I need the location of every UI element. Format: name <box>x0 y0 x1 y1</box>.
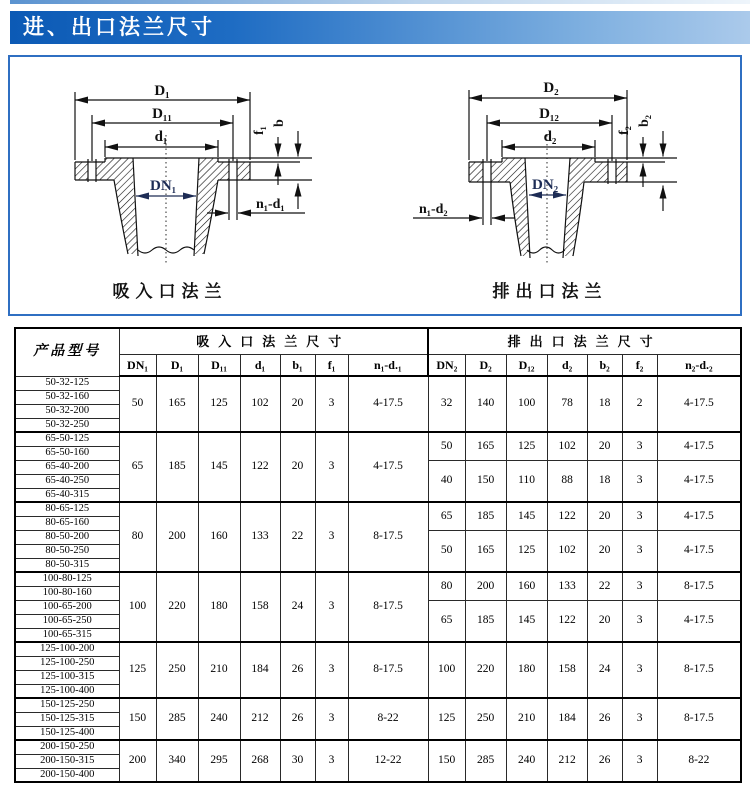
label-n1-d2: n₁-d₂ <box>419 202 448 217</box>
suction-caption: 吸入口法兰 <box>112 282 228 301</box>
cell-model: 80-65-160 <box>15 516 119 530</box>
cell-suction: 3 <box>315 698 348 740</box>
label-DN1: DN₁ <box>150 178 177 194</box>
label-f1: f₁ <box>252 126 267 135</box>
cell-discharge: 3 <box>622 432 657 460</box>
col-header: D₁ <box>156 354 198 376</box>
label-n1-d1: n₁-d₁ <box>256 197 285 212</box>
cell-suction: 250 <box>156 642 198 698</box>
col-header: b₂ <box>587 354 622 376</box>
cell-suction: 65 <box>119 432 156 502</box>
cell-model: 150-125-315 <box>15 712 119 726</box>
cell-discharge: 220 <box>465 642 506 698</box>
col-header: D₂ <box>465 354 506 376</box>
cell-model: 100-80-160 <box>15 586 119 600</box>
table-row <box>15 740 741 754</box>
cell-suction: 8-17.5 <box>348 642 428 698</box>
cell-discharge: 8-17.5 <box>657 642 741 698</box>
cell-model: 80-50-315 <box>15 558 119 572</box>
product-model-header: 产品型号 <box>15 328 119 376</box>
cell-model: 150-125-250 <box>15 698 119 712</box>
col-header: DN₁ <box>119 354 156 376</box>
cell-discharge: 65 <box>428 502 465 530</box>
cell-discharge: 210 <box>506 698 547 740</box>
cell-model: 125-100-250 <box>15 656 119 670</box>
cell-suction: 100 <box>119 572 156 642</box>
cell-suction: 3 <box>315 432 348 502</box>
cell-model: 100-80-125 <box>15 572 119 586</box>
cell-discharge: 180 <box>506 642 547 698</box>
cell-discharge: 3 <box>622 502 657 530</box>
col-header: n₁-d.₁ <box>348 354 428 376</box>
label-D12: D₁₂ <box>539 106 559 122</box>
cell-suction: 145 <box>198 432 240 502</box>
cell-model: 125-100-200 <box>15 642 119 656</box>
cell-suction: 26 <box>280 642 315 698</box>
cell-suction: 12-22 <box>348 740 428 782</box>
cell-discharge: 122 <box>547 600 587 642</box>
cell-discharge: 285 <box>465 740 506 782</box>
cell-discharge: 4-17.5 <box>657 376 741 432</box>
cell-model: 65-40-200 <box>15 460 119 474</box>
cell-discharge: 4-17.5 <box>657 432 741 460</box>
cell-discharge: 4-17.5 <box>657 460 741 502</box>
cell-discharge: 145 <box>506 502 547 530</box>
cell-discharge: 4-17.5 <box>657 600 741 642</box>
table-row <box>15 432 741 446</box>
cell-suction: 180 <box>198 572 240 642</box>
cell-discharge: 140 <box>465 376 506 432</box>
cell-model: 100-65-200 <box>15 600 119 614</box>
label-f2: f₂ <box>617 126 632 135</box>
cell-suction: 24 <box>280 572 315 642</box>
cell-discharge: 165 <box>465 530 506 572</box>
cell-discharge: 100 <box>428 642 465 698</box>
cell-suction: 4-17.5 <box>348 432 428 502</box>
cell-suction: 30 <box>280 740 315 782</box>
cell-model: 200-150-250 <box>15 740 119 754</box>
cell-suction: 165 <box>156 376 198 432</box>
cell-model: 50-32-200 <box>15 404 119 418</box>
cell-suction: 26 <box>280 698 315 740</box>
cell-suction: 3 <box>315 502 348 572</box>
cell-discharge: 125 <box>506 432 547 460</box>
cell-discharge: 3 <box>622 698 657 740</box>
label-D2: D₂ <box>543 80 559 96</box>
cell-suction: 268 <box>240 740 280 782</box>
suction-flange-diagram <box>10 57 375 312</box>
cell-discharge: 32 <box>428 376 465 432</box>
cell-discharge: 3 <box>622 572 657 600</box>
cell-discharge: 102 <box>547 530 587 572</box>
cell-suction: 158 <box>240 572 280 642</box>
table-row <box>15 376 741 390</box>
cell-discharge: 100 <box>506 376 547 432</box>
cell-discharge: 133 <box>547 572 587 600</box>
table-row <box>15 572 741 586</box>
cell-suction: 340 <box>156 740 198 782</box>
col-header: b₁ <box>280 354 315 376</box>
suction-group-header: 吸入口法兰尺寸 <box>119 328 428 354</box>
cell-discharge: 4-17.5 <box>657 502 741 530</box>
cell-discharge: 3 <box>622 600 657 642</box>
flange-diagrams-panel <box>8 55 742 316</box>
cell-suction: 184 <box>240 642 280 698</box>
cell-discharge: 125 <box>428 698 465 740</box>
discharge-flange-diagram <box>375 57 740 312</box>
cell-suction: 8-17.5 <box>348 572 428 642</box>
cell-discharge: 160 <box>506 572 547 600</box>
cell-discharge: 8-17.5 <box>657 572 741 600</box>
cell-suction: 185 <box>156 432 198 502</box>
cell-discharge: 24 <box>587 642 622 698</box>
cell-discharge: 88 <box>547 460 587 502</box>
cell-discharge: 240 <box>506 740 547 782</box>
col-header: D₁₁ <box>198 354 240 376</box>
cell-suction: 102 <box>240 376 280 432</box>
cell-suction: 3 <box>315 376 348 432</box>
cell-suction: 212 <box>240 698 280 740</box>
cell-suction: 3 <box>315 572 348 642</box>
cell-suction: 220 <box>156 572 198 642</box>
col-header: f₁ <box>315 354 348 376</box>
cell-discharge: 80 <box>428 572 465 600</box>
table-row <box>15 698 741 712</box>
cell-suction: 125 <box>119 642 156 698</box>
cell-model: 125-100-400 <box>15 684 119 698</box>
cell-discharge: 20 <box>587 530 622 572</box>
cell-discharge: 150 <box>465 460 506 502</box>
cell-discharge: 212 <box>547 740 587 782</box>
cell-model: 100-65-250 <box>15 614 119 628</box>
cell-discharge: 102 <box>547 432 587 460</box>
cell-suction: 200 <box>156 502 198 572</box>
cell-suction: 22 <box>280 502 315 572</box>
cell-model: 125-100-315 <box>15 670 119 684</box>
cell-discharge: 122 <box>547 502 587 530</box>
cell-discharge: 184 <box>547 698 587 740</box>
label-D11: D₁₁ <box>152 106 172 122</box>
label-b2: b₂ <box>637 115 652 127</box>
cell-discharge: 3 <box>622 460 657 502</box>
discharge-group-header: 排出口法兰尺寸 <box>428 328 741 354</box>
col-header: D₁₂ <box>506 354 547 376</box>
cell-discharge: 165 <box>465 432 506 460</box>
cell-model: 65-40-250 <box>15 474 119 488</box>
cell-discharge: 18 <box>587 460 622 502</box>
cell-discharge: 18 <box>587 376 622 432</box>
page-title: 进、出口法兰尺寸 <box>10 11 750 44</box>
label-d2: d₂ <box>543 129 557 145</box>
cell-discharge: 200 <box>465 572 506 600</box>
cell-model: 80-50-250 <box>15 544 119 558</box>
cell-discharge: 26 <box>587 698 622 740</box>
cell-discharge: 20 <box>587 600 622 642</box>
cell-suction: 80 <box>119 502 156 572</box>
cell-discharge: 250 <box>465 698 506 740</box>
cell-suction: 20 <box>280 432 315 502</box>
cell-suction: 125 <box>198 376 240 432</box>
cell-discharge: 20 <box>587 432 622 460</box>
cell-model: 65-50-125 <box>15 432 119 446</box>
discharge-flange-section <box>469 158 627 258</box>
cell-suction: 150 <box>119 698 156 740</box>
col-header: d₁ <box>240 354 280 376</box>
cell-model: 100-65-315 <box>15 628 119 642</box>
cell-discharge: 158 <box>547 642 587 698</box>
cell-discharge: 3 <box>622 530 657 572</box>
cell-model: 150-125-400 <box>15 726 119 740</box>
cell-suction: 8-17.5 <box>348 502 428 572</box>
cell-model: 50-32-250 <box>15 418 119 432</box>
suction-flange-section <box>75 158 250 256</box>
cell-suction: 240 <box>198 698 240 740</box>
cell-suction: 3 <box>315 642 348 698</box>
cell-discharge: 110 <box>506 460 547 502</box>
table-row <box>15 642 741 656</box>
cell-model: 200-150-400 <box>15 768 119 782</box>
cell-discharge: 50 <box>428 530 465 572</box>
cell-suction: 285 <box>156 698 198 740</box>
cell-discharge: 2 <box>622 376 657 432</box>
cell-suction: 50 <box>119 376 156 432</box>
cell-model: 200-150-315 <box>15 754 119 768</box>
cell-model: 65-50-160 <box>15 446 119 460</box>
cell-suction: 210 <box>198 642 240 698</box>
table-group-header-row <box>15 328 741 354</box>
col-header: d₂ <box>547 354 587 376</box>
cell-discharge: 8-22 <box>657 740 741 782</box>
table-column-header-row <box>15 354 741 376</box>
label-DN2: DN₂ <box>532 177 559 193</box>
cell-discharge: 185 <box>465 600 506 642</box>
label-d1: d₁ <box>154 129 168 145</box>
cell-discharge: 4-17.5 <box>657 530 741 572</box>
cell-discharge: 78 <box>547 376 587 432</box>
cell-suction: 20 <box>280 376 315 432</box>
cell-discharge: 145 <box>506 600 547 642</box>
discharge-caption: 排出口法兰 <box>492 282 608 301</box>
cell-suction: 3 <box>315 740 348 782</box>
top-accent-strip <box>10 0 750 4</box>
cell-discharge: 185 <box>465 502 506 530</box>
col-header: f₂ <box>622 354 657 376</box>
cell-suction: 295 <box>198 740 240 782</box>
label-D1: D₁ <box>154 83 170 99</box>
cell-discharge: 50 <box>428 432 465 460</box>
cell-suction: 4-17.5 <box>348 376 428 432</box>
cell-discharge: 40 <box>428 460 465 502</box>
cell-model: 50-32-125 <box>15 376 119 390</box>
cell-discharge: 150 <box>428 740 465 782</box>
cell-model: 80-50-200 <box>15 530 119 544</box>
cell-model: 65-40-315 <box>15 488 119 502</box>
col-header: n₂-d.₂ <box>657 354 741 376</box>
cell-discharge: 3 <box>622 642 657 698</box>
cell-suction: 200 <box>119 740 156 782</box>
label-b: b <box>272 119 287 127</box>
cell-discharge: 65 <box>428 600 465 642</box>
cell-discharge: 20 <box>587 502 622 530</box>
cell-suction: 8-22 <box>348 698 428 740</box>
col-header: DN₂ <box>428 354 465 376</box>
cell-discharge: 125 <box>506 530 547 572</box>
cell-discharge: 26 <box>587 740 622 782</box>
cell-suction: 122 <box>240 432 280 502</box>
table-row <box>15 502 741 516</box>
cell-model: 50-32-160 <box>15 390 119 404</box>
flange-dimensions-table <box>14 327 742 783</box>
cell-discharge: 8-17.5 <box>657 698 741 740</box>
cell-discharge: 22 <box>587 572 622 600</box>
cell-suction: 160 <box>198 502 240 572</box>
cell-suction: 133 <box>240 502 280 572</box>
cell-model: 80-65-125 <box>15 502 119 516</box>
cell-discharge: 3 <box>622 740 657 782</box>
